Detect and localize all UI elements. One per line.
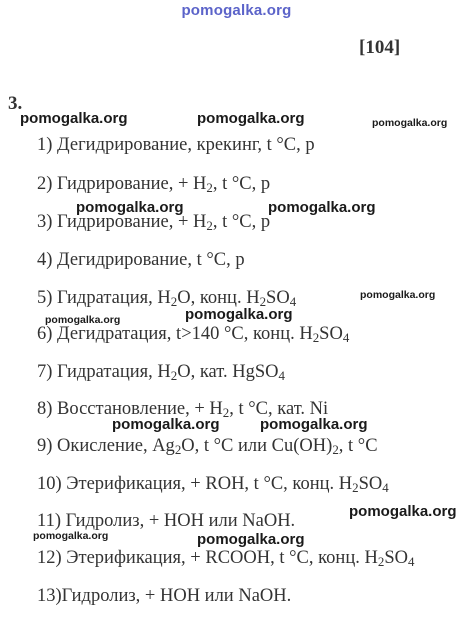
- watermark: pomogalka.org: [185, 306, 293, 323]
- watermark: pomogalka.org: [197, 110, 305, 127]
- header-watermark: pomogalka.org: [181, 2, 292, 19]
- list-item: 2) Гидрирование, + $H_2$, t °C, p: [37, 174, 271, 195]
- list-item: 7) Гидратация, $H_2O$, кат. HgSO$_4$: [37, 362, 285, 383]
- task-number: 3.: [8, 93, 23, 114]
- page-number: [104]: [359, 37, 401, 58]
- list-item: 11) Гидролиз, + HOH или NaOH.: [37, 511, 296, 531]
- list-item: 10) Этерификация, + ROH, t °C, конц. $H_2SO_4$: [37, 474, 389, 495]
- watermark: pomogalka.org: [268, 199, 376, 216]
- watermark: pomogalka.org: [20, 110, 128, 127]
- watermark: pomogalka.org: [112, 416, 220, 433]
- list-item: 6) Дегидратация, t>140 °C, конц. $H_2SO_4$: [37, 324, 350, 345]
- watermark: pomogalka.org: [33, 530, 109, 542]
- watermark: pomogalka.org: [360, 289, 436, 301]
- watermark: pomogalka.org: [260, 416, 368, 433]
- list-item: 12) Этерификация, + RCOOH, t °C, конц. $H_2SO_4$: [37, 548, 415, 569]
- watermark: pomogalka.org: [197, 531, 305, 548]
- watermark: pomogalka.org: [45, 314, 121, 326]
- list-item: 3) Гидрирование, + $H_2$, t °C, p: [37, 212, 271, 233]
- list-item: 13)Гидролиз, + HOH или NaOH.: [37, 586, 292, 606]
- list-item: 4) Дегидрирование, t °C, p: [37, 250, 245, 270]
- watermark: pomogalka.org: [76, 199, 184, 216]
- watermark: pomogalka.org: [372, 117, 448, 129]
- list-item: 9) Окисление, $Ag_2O$, t °C или $Cu(OH)_2$, t °C: [37, 436, 378, 457]
- list-item: 5) Гидратация, $H_2O$, конц. $H_2SO_4$: [37, 288, 297, 309]
- list-item: 8) Восстановление, + $H_2$, t °C, кат. Ni: [37, 399, 329, 420]
- list-item: 1) Дегидрирование, крекинг, t °C, p: [37, 135, 315, 155]
- watermark: pomogalka.org: [349, 503, 457, 520]
